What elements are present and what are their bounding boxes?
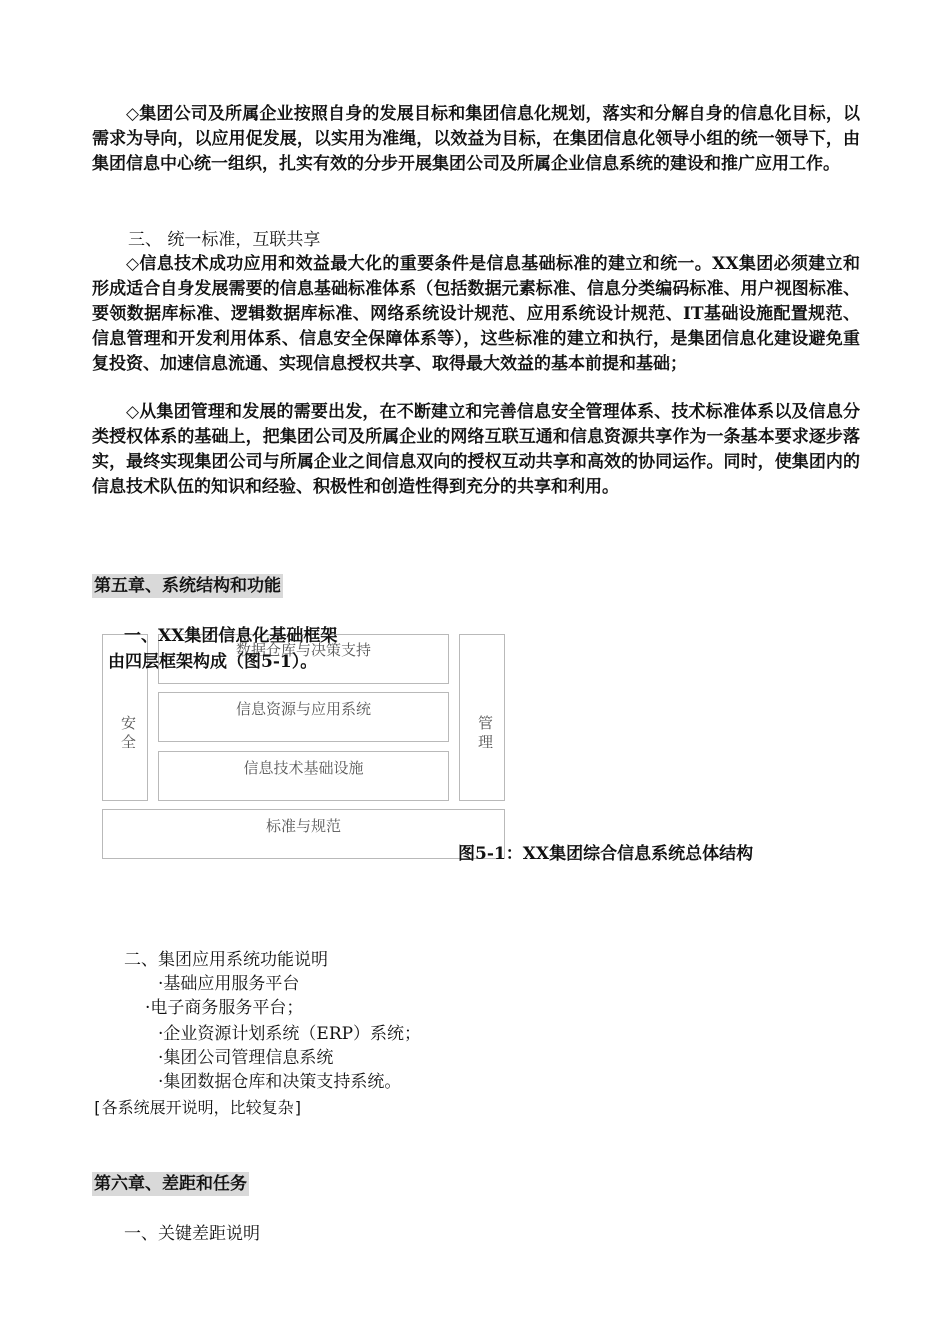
- subsection-heading: 一、关键差距说明: [124, 1224, 260, 1244]
- editor-note: [各系统展开说明，比较复杂]: [92, 1098, 304, 1117]
- figure-caption: 图5-1：XX集团综合信息系统总体结构: [458, 844, 754, 864]
- subsection-text: 由四层框架构成（图5-1）。: [108, 652, 318, 672]
- list-item: ·企业资源计划系统（ERP）系统；: [158, 1024, 422, 1044]
- diagram-data-warehouse-box: 数据仓库与决策支持: [158, 634, 449, 684]
- list-item: ·集团公司管理信息系统: [158, 1048, 334, 1068]
- section-heading: 三、 统一标准，互联共享: [128, 230, 321, 250]
- diagram-management-box: 管理: [459, 634, 505, 801]
- paragraph: ◇从集团管理和发展的需要出发，在不断建立和完善信息安全管理体系、技术标准体系以及信息分类授权体系的基础上，把集团公司及所属企业的网络互联互通和信息资源共享作为一条基本要求逐步落实，最终实现集团公司与所属企业之间信息双向的授权互动共享和高效的协同运作。同时，使集团内的信息技术队伍的知识和经验、积极性和创造性得到充分的共享和利用。: [92, 402, 860, 497]
- diagram-resources-box: 信息资源与应用系统: [158, 692, 449, 742]
- diagram-security-box: 安全: [102, 634, 148, 801]
- list-item: ·基础应用服务平台: [158, 974, 300, 994]
- diagram-infrastructure-box: 信息技术基础设施: [158, 751, 449, 801]
- list-item: ·电子商务服务平台；: [145, 998, 304, 1018]
- chapter-heading: 第五章、系统结构和功能: [94, 576, 281, 596]
- paragraph: ◇信息技术成功应用和效益最大化的重要条件是信息基础标准的建立和统一。XX集团必须建立和形成适合自身发展需要的信息基础标准体系（包括数据元素标准、信息分类编码标准、用户视图标准、要领数据库标准、逻辑数据库标准、网络系统设计规范、应用系统设计规范、IT基础设施配置规范、信息管理和开发利用体系、信息安全保障体系等），这些标准的建立和执行，是集团信息化建设避免重复投资、加速信息流通、实现信息授权共享、取得最大效益的基本前提和基础；: [92, 254, 860, 374]
- paragraph: ◇集团公司及所属企业按照自身的发展目标和集团信息化规划，落实和分解自身的信息化目标，以需求为导向，以应用促发展，以实用为准绳，以效益为目标，在集团信息化领导小组的统一领导下，由集团信息中心统一组织，扎实有效的分步开展集团公司及所属企业信息系统的建设和推广应用工作。: [92, 104, 860, 174]
- list-item: ·集团数据仓库和决策支持系统。: [158, 1072, 402, 1092]
- diagram-standards-box: 标准与规范: [102, 809, 505, 859]
- subsection-heading: 一、XX集团信息化基础框架: [124, 626, 338, 646]
- chapter-heading: 第六章、差距和任务: [94, 1174, 247, 1194]
- subsection-heading: 二、集团应用系统功能说明: [124, 950, 328, 970]
